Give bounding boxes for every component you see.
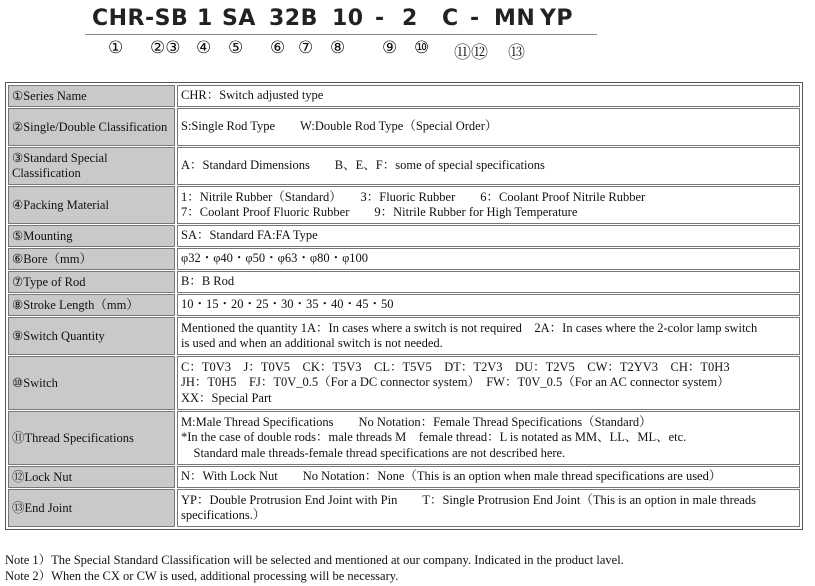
spec-row-end-joint [8,489,800,527]
spec-row-lock-nut [8,466,800,488]
code-part-stroke: 10 [332,6,364,31]
row-value [177,356,800,410]
index-num: ④ [196,38,212,58]
row-value [177,271,800,293]
row-value [177,248,800,270]
spec-row-standard-special [8,147,800,185]
value-line: N：With Lock Nut No Notation：None（This is an option when male thread specifications are used） [181,469,722,484]
code-part-series: CHR-SB [92,6,189,31]
value-line: φ32・φ40・φ50・φ63・φ80・φ100 [181,251,369,266]
spec-row-packing [8,186,800,224]
row-label: ⑨Switch Quantity [8,317,175,355]
row-value [177,411,800,465]
row-label: ⑥Bore（mm） [8,248,175,270]
notes [5,552,624,584]
row-value [177,294,800,316]
spec-row-switch-qty [8,317,800,355]
spec-row-switch [8,356,800,410]
value-line: CHR：Switch adjusted type [181,88,324,103]
value-line: SA：Standard FA:FA Type [181,228,318,243]
spec-row-rod-type [8,271,800,293]
index-num: ②③ [150,38,181,58]
row-label: ⑧Stroke Length（mm） [8,294,175,316]
value-line: 7：Coolant Proof Fluoric Rubber 9：Nitrile Rubber for High Temperature [181,205,578,219]
spec-row-thread [8,411,800,465]
index-num: ⑨ [382,38,398,58]
code-part-dash-1: - [375,6,385,31]
value-line: A：Standard Dimensions B、E、F：some of special specifications [181,158,545,173]
note-2: Note 2）When the CX or CW is used, additional processing will be necessary. [5,569,399,583]
row-label: ⑩Switch [8,356,175,410]
value-line: XX：Special Part [181,390,272,405]
row-value [177,466,800,488]
row-value [177,108,800,146]
code-part-switch-qty: 2 [402,6,418,31]
value-line: YP：Double Protrusion End Joint with Pin T：Single Protrusion End Joint（This is an option in male threads [181,492,756,507]
row-label: ⑫Lock Nut [8,466,175,488]
value-line: Standard male threads-female thread specifications are not described here. [181,445,566,460]
row-value [177,225,800,247]
index-num: ⑤ [228,38,244,58]
value-line: 10・15・20・25・30・35・40・45・50 [181,297,394,312]
row-label: ③Standard Special Classification [8,147,175,185]
spec-row-series [8,85,800,107]
row-value [177,186,800,224]
index-num: ⑩ [414,38,430,58]
index-num: ⑧ [330,38,346,58]
index-num: ⑥ [270,38,286,58]
value-line: C：T0V3 J：T0V5 CK：T5V3 CL：T5V5 DT：T2V3 DU：T2V5 CW：T2YV3 CH：T0H3 [181,359,730,374]
spec-row-bore [8,248,800,270]
row-label: ④Packing Material [8,186,175,224]
value-line: is used and when an additional switch is not needed. [181,336,443,350]
code-part-dash-2: - [470,6,480,31]
row-value [177,85,800,107]
row-value [177,489,800,527]
row-label: ⑪Thread Specifications [8,411,175,465]
row-label: ①Series Name [8,85,175,107]
index-num: ⑪⑫ [454,43,488,63]
row-value [177,147,800,185]
spec-table [5,82,803,530]
spec-row-stroke [8,294,800,316]
row-label: ⑦Type of Rod [8,271,175,293]
row-label: ⑬End Joint [8,489,175,527]
index-num: ⑦ [298,38,314,58]
value-line: specifications.） [181,508,266,522]
spec-row-mounting [8,225,800,247]
code-part-bore-rod: 32B [269,6,318,31]
value-line: Mentioned the quantity 1A：In cases where a switch is not required 2A：In cases where the 2-color lamp switch [181,320,758,335]
code-part-single-double: 1 [197,6,213,31]
value-line: JH：T0H5 FJ：T0V_0.5（For a DC connector system） FW：T0V_0.5（For an AC connector system） [181,375,730,390]
value-line: M:Male Thread Specifications No Notation：Female Thread Specifications（Standard） [181,414,652,429]
row-label: ⑤Mounting [8,225,175,247]
index-num: ① [108,38,124,58]
code-underline [85,34,597,35]
value-line: *In the case of double rods：male threads M female thread：L is notated as MM、LL、ML、etc. [181,430,687,445]
row-value [177,317,800,355]
index-num: ⑬ [508,43,525,63]
code-part-mounting: SA [222,6,256,31]
note-1: Note 1）The Special Standard Classification will be selected and mentioned at our company. Indicated in the product lavel. [5,553,624,567]
value-line: 1：Nitrile Rubber（Standard） 3：Fluoric Rubber 6：Coolant Proof Nitrile Rubber [181,189,646,204]
spec-row-single-double [8,108,800,146]
code-part-thread-nut: MN [494,6,536,31]
code-part-end-joint: YP [540,6,574,31]
value-line: B：B Rod [181,274,235,289]
code-part-switch: C [442,6,459,31]
row-label: ②Single/Double Classification [8,108,175,146]
value-line: S:Single Rod Type W:Double Rod Type（Special Order） [181,119,498,134]
